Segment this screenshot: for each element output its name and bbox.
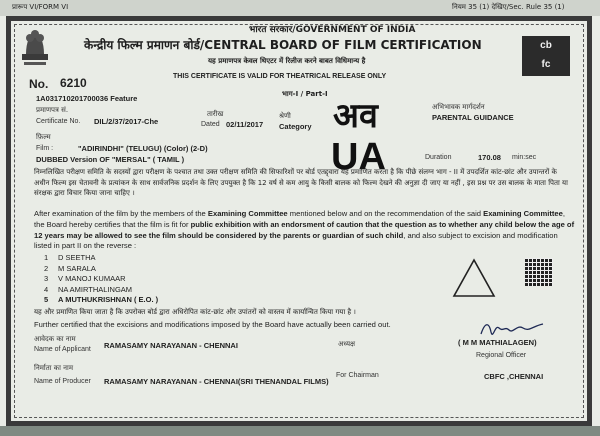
state-emblem-icon [18,24,52,70]
serial-number: 6210 [60,76,87,90]
cert-no-label: Certificate No. [36,118,81,125]
guidance-hindi: अभिभावक मार्गदर्शन [432,103,485,111]
guidance-label: PARENTAL GUIDANCE [432,113,514,122]
date-value: 02/11/2017 [226,120,264,129]
duration-label: Duration [425,154,452,161]
board-title: केन्द्रीय फिल्म प्रमाणन बोर्ड/CENTRAL BOARD OF FILM CERTIFICATION [84,38,482,52]
para-bold-3: public exhibition with an endorsment of caution that the question as to whether any child below the age of 12 years may be allowed to see the film should be considered by the parents or guardian of such child [34,219,575,240]
member-name: NA AMIRTHALINGAM [58,284,133,294]
film-hindi: फ़िल्म [36,133,51,141]
applicant-value: RAMASAMY NARAYANAN - CHENNAI [104,341,238,350]
photo-bottom-edge [0,426,600,436]
date-hindi: तारीख [207,110,224,118]
cert-no-hindi: प्रमाणपत्र सं. [36,106,69,114]
signatory-name: ( M M MATHIALAGEN) [458,338,537,347]
committee-member [44,264,158,275]
member-number: 3 [44,274,49,283]
producer-value: RAMASAMY NARAYANAN - CHENNAI(SRI THENANDAL FILMS) [104,377,329,386]
member-number: 1 [44,253,49,262]
applicant-label: Name of Applicant [34,346,91,353]
para-text-1: After examination of the film by the members of the [34,209,208,218]
film-title: "ADIRINDHI" (TELUGU) (Color) (2-D) [78,144,208,153]
applicant-hindi: आवेदक का नाम [34,335,76,343]
footer-english-line: Further certified that the excisions and modifications imposed by the Board have actually been carried out. [34,320,391,329]
for-chairman: For Chairman [336,372,379,379]
dubbed-line: DUBBED Version OF "MERSAL" ( TAMIL ) [36,155,185,164]
triangle-icon [452,258,496,298]
member-name: A MUTHUKRISHNAN ( E.O. ) [58,295,159,304]
member-number: 2 [44,263,49,273]
form-label: प्रारूप VI/FORM VI [12,3,69,11]
cbfc-logo [522,36,570,76]
gov-title: भारत सरकार/GOVERNMENT OF INDIA [249,25,416,35]
cert-no-value: DIL/2/37/2017-Che [94,117,159,126]
english-paragraph [34,209,576,252]
rating-ua: UA [331,136,386,178]
hindi-paragraph: निम्नलिखित परीक्षण समिति के सदस्यों द्वारा परीक्षण के पश्चात तथा उक्त परीक्षण समिति की सिफारिशों पर बोर्ड एतद्द्वारा यह प्रमाणित करता है कि पीछे संलग्न भाग - II में उपदर्शित कांट-छांट और उपान्तरों के अधीन फिल्म इस चेतावनी के प्रत्यांकन के साथ सार्वजनिक प्रदर्शन के लिए उपयुक्त है कि 12 वर्ष से कम आयु के किसी बालक को फिल्म देखने की अनुज्ञा दी जाए या नहीं , इस प्रश्न पर उस बालक के माता पिता या संरक्षक द्वारा विचार किया जाना चाहिए । [34,168,568,198]
date-label: Dated [201,121,220,128]
para-bold-1: Examining Committee [207,209,288,218]
category-hindi: श्रेणी [279,112,291,120]
member-name: D SEETHA [58,253,96,262]
feature-code: 1A03171020170003​6 Feature [36,94,138,103]
hindi-notice: यह प्रमाणपत्र केवल थिएटर में रिलीज करने बाबत विधिमान्य है [208,57,366,65]
para-text-2: mentioned below and on the recommendation of the said [287,209,484,218]
para-bold-2: Examining Committee [483,209,563,218]
member-number: 5 [44,295,49,304]
duration-value: 170.08 [478,153,501,162]
committee-member [44,253,158,264]
part-label: भाग-I / Part-I [282,90,328,98]
para-text-4: , and also subject to excision and modification listed in part II on the reverse : [34,230,558,251]
logo-bottom-text: fc [541,59,551,70]
committee-member [44,285,158,296]
film-label: Film : [36,145,54,152]
qr-code-icon [525,258,553,286]
rule-label: नियम 35 (1) देखिए/Sec. Rule 35 (1) [452,3,565,11]
duration-unit: min:sec [512,154,537,161]
serial-prefix: No. [29,77,49,91]
committee-member [44,295,158,306]
validity-notice: THIS CERTIFICATE IS VALID FOR THEATRICAL RELEASE ONLY [173,73,387,80]
member-name: M SARALA [58,263,96,273]
chairman-hindi: अध्यक्ष [338,340,356,348]
producer-hindi: निर्माता का नाम [34,364,74,372]
footer-hindi-line: यह और प्रमाणित किया जाता है कि उपरोक्त बोर्ड द्वारा अधिरोपित कांट-छांट और उपांतरों को वास्तव में कार्यान्वित किया गया है । [34,308,356,316]
committee-list [44,253,158,306]
rating-hindi: अव [333,96,378,136]
member-number: 4 [44,284,49,294]
producer-label: Name of Producer [34,378,91,385]
member-name: V MANOJ KUMAAR [58,274,126,283]
committee-member [44,274,158,285]
category-label: Category [279,122,312,131]
para-text-3: , the Board hereby certifies that the film is fit for [34,209,565,229]
logo-top-text: cb [540,40,552,51]
signatory-role: Regional Officer [476,352,527,359]
office-name: CBFC ,CHENNAI [484,372,544,381]
